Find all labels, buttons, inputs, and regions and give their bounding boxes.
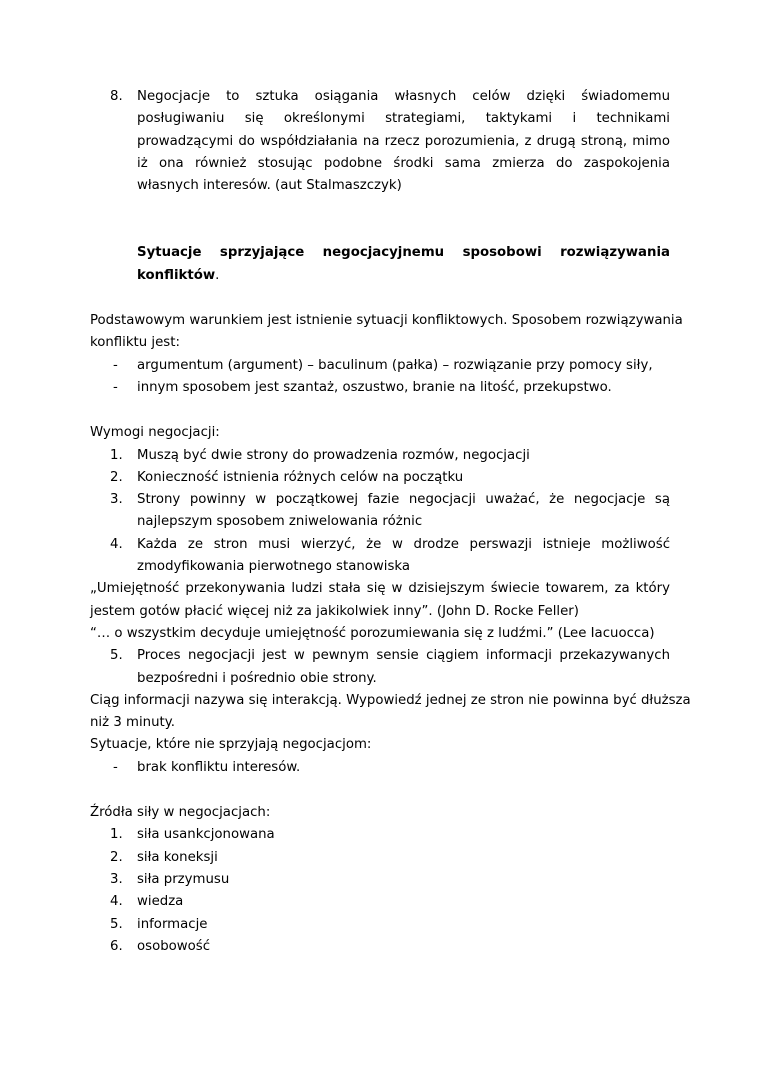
heading-line: Sytuacje sprzyjające negocjacyjnemu sposobowi rozwiązywania [137,245,670,261]
list-item [90,645,670,690]
item-text: Strony powinny w początkowej fazie negocjacji uważać, że negocjacje są [137,492,670,508]
list-item [90,489,670,534]
definition-number: 8. [110,89,123,104]
list-item [90,757,670,779]
item-number: 5. [110,648,123,664]
dash-bullet: - [113,357,118,373]
item-text: osobowość [137,938,211,954]
heading-line [137,265,670,287]
list-item [90,914,670,936]
dash-bullet: - [113,759,118,775]
item-number: 1. [110,827,123,843]
list-item [90,891,670,913]
list-item [90,467,670,489]
item-number: 1. [110,447,123,463]
item-text: wiedza [137,894,184,910]
item-text: najlepszym sposobem zniwelowania różnic [137,514,423,530]
item-number: 4. [110,536,123,552]
item-number: 4. [110,894,123,910]
list-item [90,824,670,846]
list-item [90,936,670,958]
item-text: siła koneksji [137,849,218,865]
item-text: Proces negocjacji jest w pewnym sensie ciągiem informacji przekazywanych [137,648,670,664]
item-number: 2. [110,469,123,485]
item-text: bezpośredni i pośrednio obie strony. [137,670,377,686]
definition-line: Negocjacje to sztuka osiągania własnych celów dzięki świadomemu [137,89,670,104]
intro-line: Podstawowym warunkiem jest istnienie sytuacji konfliktowych. Sposobem rozwiązywania [90,313,683,329]
quote-line: “… o wszystkim decyduje umiejętność porozumiewania się z ludźmi.” (Lee Iacuocca) [90,625,655,641]
item-text: Muszą być dwie strony do prowadzenia rozmów, negocjacji [137,447,530,463]
definition-line: własnych interesów. (aut Stalmaszczyk) [137,178,402,194]
intro-line: konfliktu jest: [90,335,180,351]
definition-line: posługiwaniu się określonymi strategiami, taktykami i technikami [137,111,670,127]
list-item [90,377,670,399]
item-number: 3. [110,492,123,508]
definition-line: prowadzącymi do współdziałania na rzecz porozumienia, z drugą stroną, mimo [137,133,670,149]
item-text: siła usankcjonowana [137,827,275,843]
heading-tail: . [215,267,220,283]
item-number: 5. [110,916,123,932]
document-page [90,86,691,958]
method-text: innym sposobem jest szantaż, oszustwo, branie na litość, przekupstwo. [137,379,612,395]
heading-bold-word: konfliktów [137,267,216,283]
quote-line: „Umiejętność przekonywania ludzi stała się w dzisiejszym świecie towarem, za który [90,581,670,597]
item-text: informacje [137,916,208,932]
section-heading [90,242,670,287]
item-number: 3. [110,871,123,887]
interaction-line: niż 3 minuty. [90,715,175,731]
list-item [90,847,670,869]
item-text: siła przymusu [137,871,230,887]
unfavorable-text: brak konfliktu interesów. [137,759,301,775]
list-item [90,445,670,467]
item-number: 6. [110,938,123,954]
method-text: argumentum (argument) – baculinum (pałka) – rozwiązanie przy pomocy siły, [137,357,653,373]
list-item [90,534,670,579]
item-text: Konieczność istnienia różnych celów na początku [137,469,464,485]
unfavorable-title: Sytuacje, które nie sprzyjają negocjacjom: [90,737,372,753]
definition-item [90,86,670,197]
item-text: zmodyfikowania pierwotnego stanowiska [137,559,411,575]
quote-line: jestem gotów płacić więcej niż za jakikolwiek inny”. (John D. Rocke Feller) [90,603,579,619]
power-sources-title: Źródła siły w negocjacjach: [90,805,271,821]
list-item [90,355,670,377]
requirements-title: Wymogi negocjacji: [90,425,220,441]
interaction-line: Ciąg informacji nazywa się interakcją. Wypowiedź jednej ze stron nie powinna być dłuższa [90,692,691,708]
item-number: 2. [110,849,123,865]
dash-bullet: - [113,379,118,395]
definition-line: iż ona również stosując podobne środki sama zmierza do zaspokojenia [137,155,670,171]
list-item [90,869,670,891]
item-text: Każda ze stron musi wierzyć, że w drodze perswazji istnieje możliwość [137,536,670,552]
